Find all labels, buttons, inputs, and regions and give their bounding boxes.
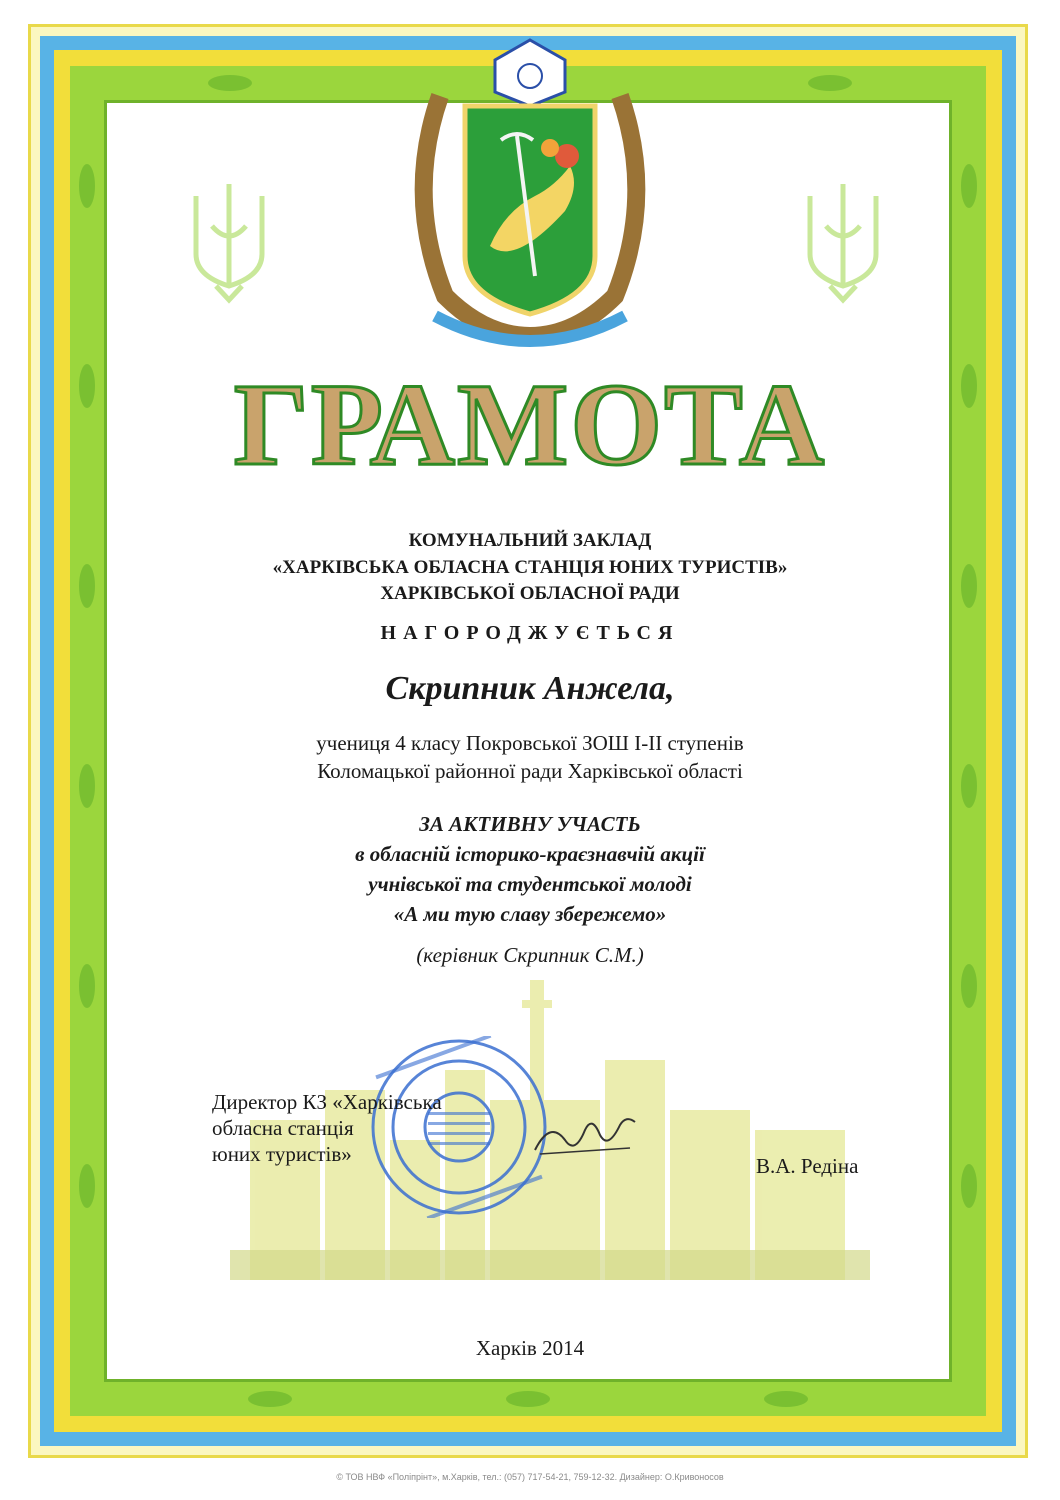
recipient-details-line-1: учениця 4 класу Покровської ЗОШ І-ІІ ступенів (316, 731, 744, 755)
reason-heading: ЗА АКТИВНУ УЧАСТЬ (419, 812, 641, 836)
recipient-details-line-2: Коломацької районної ради Харківської області (317, 759, 743, 783)
kharkiv-oblast-coat-of-arms-icon (395, 36, 665, 366)
signer-title-line-1: Директор КЗ «Харківська (212, 1090, 442, 1114)
signer-name: В.А. Редіна (756, 1154, 859, 1178)
institution-line-1: КОМУНАЛЬНИЙ ЗАКЛАД (408, 530, 652, 551)
certificate-title: ГРАМОТА (233, 359, 827, 490)
trident-right-icon (800, 176, 886, 306)
reason-line-2: учнівської та студентської молоді (368, 872, 692, 896)
place-and-year: Харків 2014 (475, 1336, 585, 1360)
reason-line-3: «А ми тую славу збережемо» (393, 902, 667, 926)
recipient-name: Скрипник Анжела, (385, 670, 675, 707)
signer-title-line-2: обласна станція (212, 1116, 354, 1140)
signer-title (212, 1089, 442, 1167)
institution-line-3: ХАРКІВСЬКОЇ ОБЛАСНОЇ РАДИ (380, 583, 680, 604)
signer-title-line-3: юних туристів» (212, 1142, 352, 1166)
printer-imprint: © ТОВ НВФ «Поліпрінт», м.Харків, тел.: (057) 717-54-21, 759-12-32. Дизайнер: О.Кривоносов (336, 1472, 724, 1482)
trident-left-icon (186, 176, 272, 306)
institution-line-2: «ХАРКІВСЬКА ОБЛАСНА СТАНЦІЯ ЮНИХ ТУРИСТІВ» (272, 557, 788, 578)
handwritten-signature (530, 1110, 640, 1160)
supervisor-note: (керівник Скрипник С.М.) (416, 943, 644, 967)
reason-line-1: в обласній історико-краєзнавчій акції (355, 842, 705, 866)
awarded-heading: НАГОРОДЖУЄТЬСЯ (380, 622, 680, 644)
